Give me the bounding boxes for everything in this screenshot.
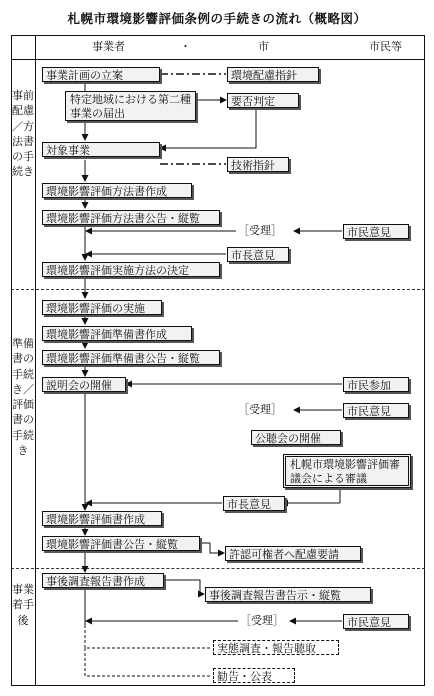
node-citizen-participation: 市民参加: [343, 377, 409, 392]
node-prep-publish: 環境影響評価準備書公告・縦覧: [42, 350, 220, 365]
header-citizens: 市民等: [369, 40, 402, 53]
node-mayor-opinion-1: 市長意見: [227, 247, 289, 262]
node-authority: 許認可権者へ配慮要請: [225, 546, 361, 561]
node-mayor-opinion-2: 市長意見: [223, 496, 285, 511]
node-advice: 勧告・公表: [213, 668, 295, 683]
node-method-decide: 環境影響評価実施方法の決定: [42, 262, 220, 277]
node-plan: 事業計画の立案: [42, 67, 160, 82]
node-prep-create: 環境影響評価準備書作成: [42, 326, 192, 341]
diagram-title: 札幌市環境影響評価条例の手続きの流れ（概略図）: [67, 11, 367, 26]
header-separator: ・: [180, 40, 191, 53]
node-citizen-opinion-3: 市民意見: [343, 614, 409, 629]
phase-label-3: 事業着手後: [12, 583, 34, 627]
node-citizen-opinion-2: 市民意見: [343, 403, 409, 418]
node-notify: 特定地域における第二種事業の届出: [65, 91, 196, 121]
node-env-guideline: 環境配慮指針: [227, 67, 319, 82]
node-method-create: 環境影響評価方法書作成: [42, 183, 192, 198]
phase-label-1: 事前配慮／方法書の手続き: [12, 89, 34, 179]
node-receipt-3: ［受理］: [240, 614, 284, 627]
node-implement: 環境影響評価の実施: [42, 300, 162, 315]
header-business: 事業者: [92, 40, 125, 53]
node-receipt-1: ［受理］: [238, 224, 282, 237]
node-post-report: 事後調査報告書作成: [42, 573, 164, 588]
node-eval-publish: 環境影響評価書公告・縦覧: [42, 536, 200, 551]
node-judge: 要否判定: [227, 93, 299, 108]
node-receipt-2: ［受理］: [238, 403, 282, 416]
node-hearing: 公聴会の開催: [251, 430, 341, 445]
node-briefing: 説明会の開催: [42, 377, 126, 392]
phase-label-2: 準備書の手続き／評価書の手続き: [12, 337, 34, 458]
node-fact-survey: 実態調査・報告聴取: [213, 640, 339, 655]
node-citizen-opinion-1: 市民意見: [343, 224, 409, 239]
node-method-publish: 環境影響評価方法書公告・縦覧: [42, 210, 220, 225]
node-council: 札幌市環境影響評価審議会による審議: [283, 454, 411, 488]
node-target: 対象事業: [42, 142, 160, 157]
node-tech-guideline: 技術指針: [227, 157, 289, 172]
node-eval-create: 環境影響評価書作成: [42, 511, 162, 526]
node-post-notice: 事後調査報告書告示・縦覧: [205, 587, 371, 602]
header-city: 市: [258, 40, 269, 53]
